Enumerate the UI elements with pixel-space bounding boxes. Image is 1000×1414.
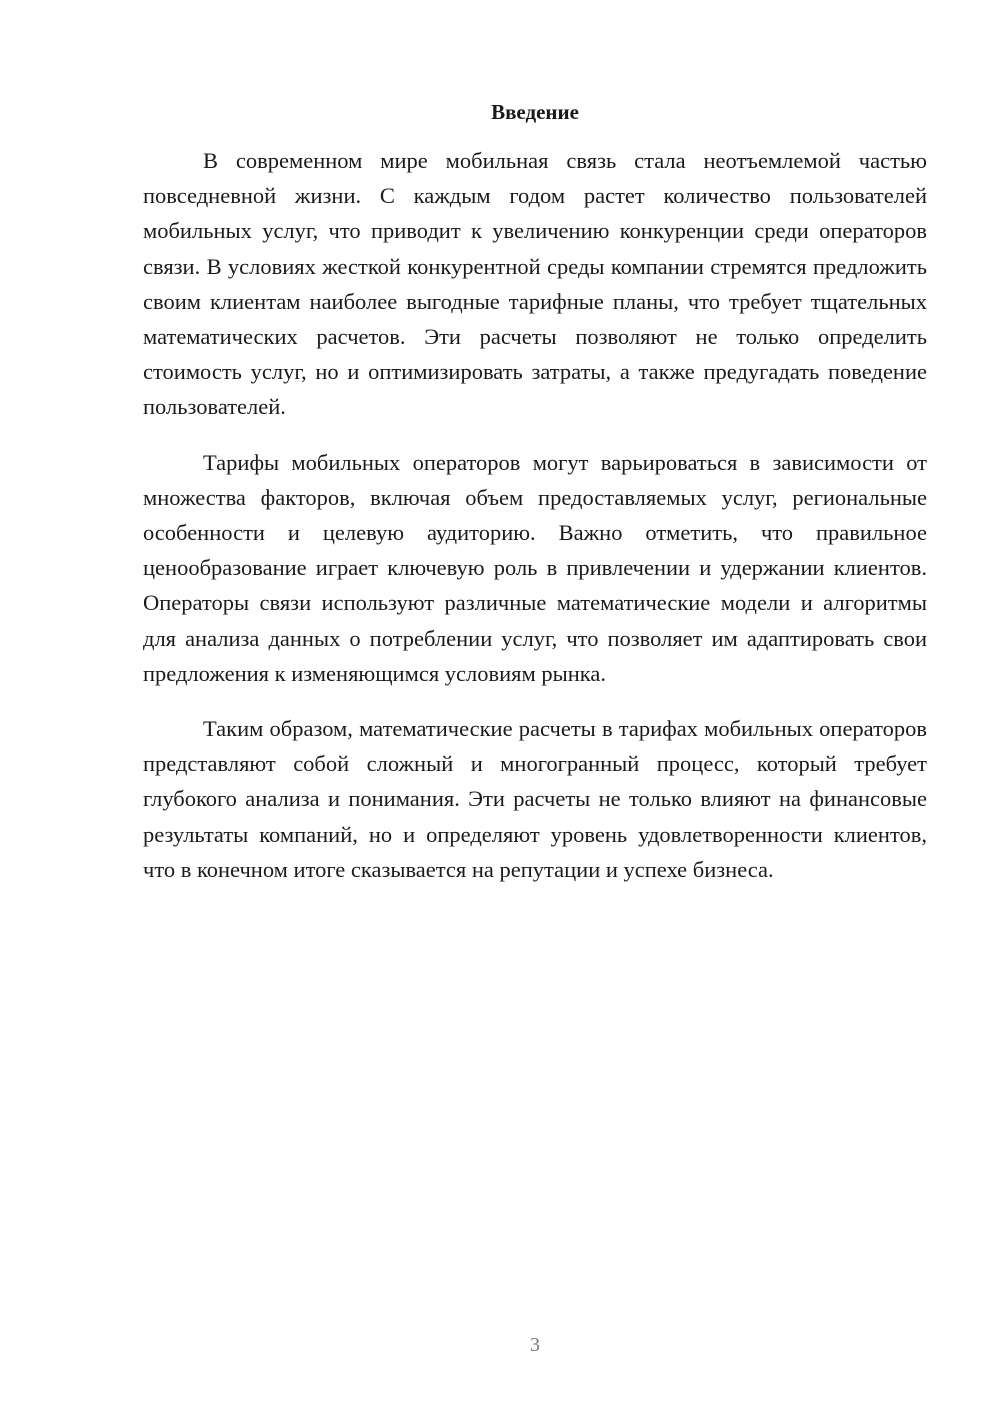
body-text <box>143 143 927 907</box>
paragraph-2: Тарифы мобильных операторов могут варьироваться в зависимости от множества факторов, включая объем предоставляемых услуг, региональные особенности и целевую аудиторию. Важно отметить, что правильное ценообразование играет ключевую роль в привлечении и удержании клиентов. Операторы связи используют различные математические модели и алгоритмы для анализа данных о потреблении услуг, что позволяет им адаптировать свои предложения к изменяющимся условиям рынка. <box>143 449 927 686</box>
paragraph-1: В современном мире мобильная связь стала неотъемлемой частью повседневной жизни. С каждым годом растет количество пользователей мобильных услуг, что приводит к увеличению конкуренции среди операторов связи. В условиях жесткой конкурентной среды компании стремятся предложить своим клиентам наиболее выгодные тарифные планы, что требует тщательных математических расчетов. Эти расчеты позволяют не только определить стоимость услуг, но и оптимизировать затраты, а также предугадать поведение пользователей. <box>143 148 927 420</box>
section-heading: Введение <box>491 100 579 124</box>
paragraph-3: Таким образом, математические расчеты в тарифах мобильных операторов представляют собой сложный и многогранный процесс, который требует глубокого анализа и понимания. Эти расчеты не только влияют на финансовые результаты компаний, но и определяют уровень удовлетворенности клиентов, что в конечном итоге сказывается на репутации и успехе бизнеса. <box>143 716 927 882</box>
page-number: 3 <box>530 1334 540 1356</box>
